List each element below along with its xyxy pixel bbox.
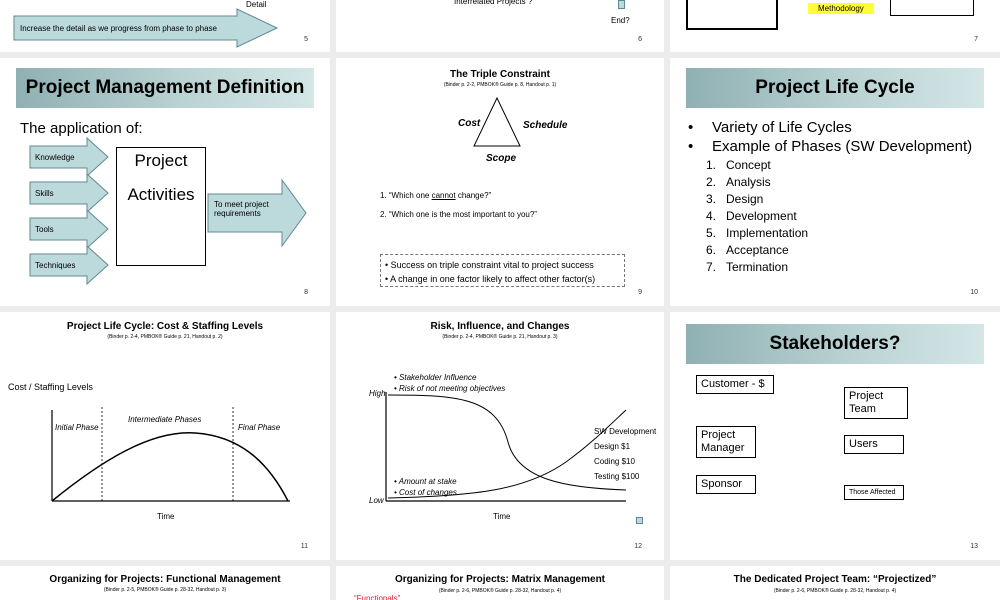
phase-label: Development — [726, 209, 797, 223]
x-axis-label: Time — [157, 512, 175, 521]
page-number: 8 — [304, 289, 308, 296]
bullet-2: • A change in one factor likely to affect other factor(s) — [385, 274, 596, 284]
end-label: End? — [611, 16, 630, 25]
phase-item: 6. Acceptance — [706, 243, 789, 257]
sw-title: SW Development — [594, 427, 657, 436]
slide-title: Risk, Influence, and Changes — [430, 321, 570, 332]
slide-subtitle: (Binder p. 2-2, PMBOK® Guide p. 8, Handout p. 1) — [443, 82, 557, 88]
sw-development-list — [594, 424, 656, 484]
page-number: 7 — [974, 36, 978, 43]
slide-title: Organizing for Projects: Matrix Management — [394, 574, 606, 585]
legend-text: Cost of changes — [399, 488, 457, 497]
interrelated-projects-text: Interrelated Projects ? — [454, 0, 533, 6]
slide-7[interactable] — [670, 0, 1000, 52]
bullet-2-text: A change in one factor likely to affect other factor(s) — [390, 274, 596, 284]
slide-16[interactable] — [670, 566, 1000, 600]
legend-text: Risk of not meeting objectives — [399, 384, 506, 393]
legend-item: • Risk of not meeting objectives — [394, 384, 506, 393]
detail-arrow-text: Increase the detail as we progress from phase to phase — [20, 24, 217, 33]
slide-subtitle: (Binder p. 2-6, PMBOK® Guide p. 28-32, Handout p. 4) — [773, 588, 897, 594]
bullet-1: • Success on triple constraint vital to project success — [385, 260, 594, 270]
slide-8[interactable] — [0, 58, 330, 306]
users-box: Users — [844, 435, 904, 454]
input-label-knowledge: Knowledge — [35, 153, 75, 162]
cost-staffing-curve — [0, 312, 330, 560]
activities-label: Activities — [127, 185, 195, 204]
input-label-techniques: Techniques — [35, 261, 76, 270]
phase-list — [706, 157, 808, 276]
legend-top — [394, 372, 505, 394]
question-1-post: change?” — [455, 191, 492, 200]
cost-label: Cost — [458, 118, 481, 129]
left-box — [686, 0, 778, 30]
legend-item: • Amount at stake — [394, 477, 457, 486]
page-number: 11 — [300, 543, 308, 550]
project-team-box: Project Team — [844, 387, 908, 419]
sw-item: Design $1 — [594, 442, 631, 451]
final-phase-label: Final Phase — [238, 423, 281, 432]
small-box-icon — [618, 0, 625, 9]
slide-title: Project Management Definition — [16, 68, 314, 108]
slide-11[interactable] — [0, 312, 330, 560]
detail-label: Detail — [246, 0, 267, 9]
high-label: High — [369, 389, 386, 398]
low-label: Low — [369, 496, 384, 505]
slide-subtitle: (Binder p. 2-5, PMBOK® Guide p. 28-32, Handout p. 3) — [103, 587, 227, 593]
bullet-1-text: Success on triple constraint vital to project success — [390, 260, 594, 270]
those-affected-box: Those Affected — [844, 485, 904, 500]
intermediate-phases-label: Intermediate Phases — [128, 415, 202, 424]
bullets-box — [380, 254, 625, 287]
sw-item: Coding $10 — [594, 457, 635, 466]
lead-text: The application of: — [20, 120, 143, 137]
small-box-icon — [636, 517, 643, 524]
phase-item: 3. Design — [706, 192, 764, 206]
project-manager-box: Project Manager — [696, 426, 756, 458]
slide-13[interactable] — [670, 312, 1000, 560]
slide-title: Project Life Cycle: Cost & Staffing Levels — [66, 321, 264, 332]
slide-9[interactable] — [336, 58, 664, 306]
phase-item: 7. Termination — [706, 260, 789, 274]
page-number: 12 — [634, 543, 642, 550]
y-axis-label: Cost / Staffing Levels — [8, 382, 93, 392]
bullet-variety: • Variety of Life Cycles — [688, 119, 852, 136]
slide-12[interactable] — [336, 312, 664, 560]
slide-15[interactable] — [336, 566, 664, 600]
question-2: 2. “Which one is the most important to you?” — [380, 210, 537, 219]
input-label-skills: Skills — [35, 189, 54, 198]
slide-title: Stakeholders? — [686, 324, 984, 364]
page-number: 10 — [970, 289, 978, 296]
right-box — [890, 0, 974, 16]
phase-item: 4. Development — [706, 209, 797, 223]
phase-label: Concept — [726, 158, 771, 172]
question-1 — [380, 191, 491, 200]
x-axis-label: Time — [493, 512, 511, 521]
legend-text: Stakeholder Influence — [399, 373, 477, 382]
phase-item: 1. Concept — [706, 158, 771, 172]
bullet-list — [688, 118, 972, 156]
slide-title: The Triple Constraint — [449, 69, 550, 80]
page-number: 13 — [970, 543, 978, 550]
slide-title: Project Life Cycle — [686, 68, 984, 108]
bullet-example: • Example of Phases (SW Development) — [688, 138, 973, 155]
methodology-label: Methodology — [808, 3, 874, 14]
phase-item: 5. Implementation — [706, 226, 809, 240]
functionals-label: “Functionals” — [354, 594, 401, 600]
project-label: Project — [134, 151, 188, 170]
slide-14[interactable] — [0, 566, 330, 600]
input-label-tools: Tools — [35, 225, 54, 234]
slide-title: The Dedicated Project Team: “Projectized” — [733, 574, 937, 585]
legend-bottom — [394, 476, 457, 498]
legend-item: • Cost of changes — [394, 488, 457, 497]
slide-title: Organizing for Projects: Functional Management — [49, 574, 281, 585]
phase-label: Acceptance — [726, 243, 789, 257]
page-number: 6 — [638, 36, 642, 43]
legend-text: Amount at stake — [398, 477, 457, 486]
page-number: 5 — [304, 36, 308, 43]
phase-label: Implementation — [726, 226, 809, 240]
legend-item: • Stakeholder Influence — [394, 373, 477, 382]
phase-label: Analysis — [726, 175, 771, 189]
phase-label: Termination — [726, 260, 789, 274]
initial-phase-label: Initial Phase — [55, 423, 99, 432]
question-1-pre: 1. “Which one — [380, 191, 432, 200]
schedule-label: Schedule — [523, 120, 568, 131]
output-label: To meet project requirements — [214, 200, 269, 218]
sw-item: Testing $100 — [594, 472, 640, 481]
bullet-variety-text: Variety of Life Cycles — [712, 119, 852, 136]
customer-box: Customer - $ — [696, 375, 774, 394]
slide-subtitle: (Binder p. 2-4, PMBOK® Guide p. 21, Handout p. 2) — [107, 334, 223, 340]
slide-subtitle: (Binder p. 2-6, PMBOK® Guide p. 28-32, Handout p. 4) — [438, 588, 562, 594]
scope-label: Scope — [486, 153, 517, 164]
phase-label: Design — [726, 192, 764, 206]
slide-10[interactable] — [670, 58, 1000, 306]
slide-subtitle: (Binder p. 2-4, PMBOK® Guide p. 21, Handout p. 3) — [442, 334, 558, 340]
bullet-example-text: Example of Phases (SW Development) — [712, 138, 973, 155]
phase-item: 2. Analysis — [706, 175, 771, 189]
slide-6[interactable] — [336, 0, 664, 52]
slide-5[interactable] — [0, 0, 330, 52]
question-1-underlined: cannot — [431, 191, 456, 200]
page-number: 9 — [638, 289, 642, 296]
sponsor-box: Sponsor — [696, 475, 756, 494]
